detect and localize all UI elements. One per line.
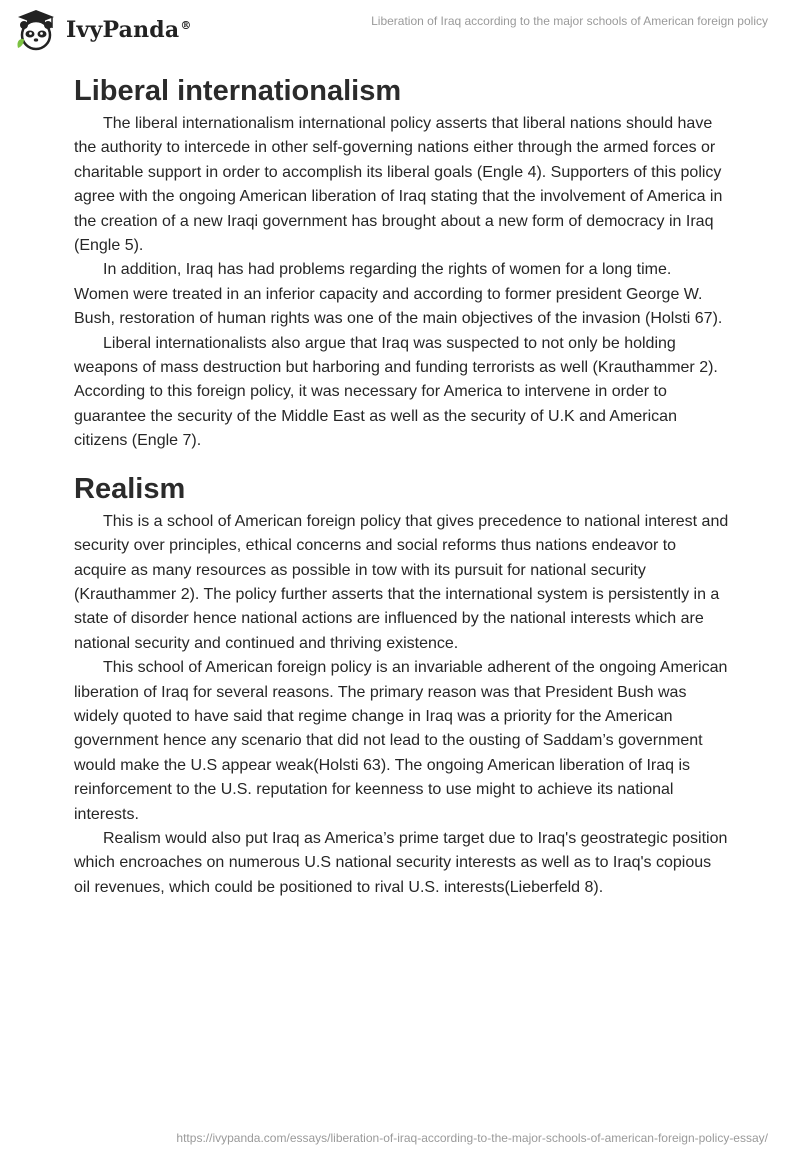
section-heading: Liberal internationalism [74,75,402,107]
document-title: Liberation of Iraq according to the major schools of American foreign policy [371,14,768,28]
page-header [0,0,800,60]
paragraph: Realism would also put Iraq as America’s prime target due to Iraq's geostrategic position which encroaches on numerous U.S national security interests as well as to Iraq's copious oil revenues, which could be positioned to rival U.S. interests(Lieberfeld 8). [74,829,728,896]
paragraph: In addition, Iraq has had problems regarding the rights of women for a long time. Women were treated in an inferior capacity and according to former president George W. Bush, restoration of human rights was one of the main objectives of the invasion (Holsti 67). [74,261,723,328]
paragraph: This is a school of American foreign policy that gives precedence to national interest and security over principles, ethical concerns and social reforms thus nations endeavor to acquire as many resources as possible in tow with its pursuit for national security (Krauthammer 2). The policy further asserts that the international system is persistently in a state of disorder hence national actions are influenced by the national interests which are national security and continued and thriving existence. [74,512,729,652]
panda-graduate-icon [14,8,58,52]
section-heading: Realism [74,472,186,505]
section-realism [74,468,730,901]
source-url: https://ivypanda.com/essays/liberation-of-iraq-according-to-the-major-schools-of-american-foreign-policy-essay/ [176,1131,768,1145]
brand-name: IvyPanda® [66,17,192,43]
paragraph: This school of American foreign policy is an invariable adherent of the ongoing American liberation of Iraq for several reasons. The primary reason was that President Bush was widely quoted to have said that regime change in Iraq was a priority for the American government hence any scenario that did not lead to the ousting of Saddam’s government would make the U.S appear weak(Holsti 63). The ongoing American liberation of Iraq is reinforcement to the U.S. reputation for keenness to use might to achieve its national interests. [74,659,728,823]
paragraph: Liberal internationalists also argue that Iraq was suspected to not only be holding weapons of mass destruction but harboring and funding terrorists as well (Krauthammer 2). According to this foreign policy, it was necessary for America to intervene in order to guarantee the security of the Middle East as well as the security of U.K and American citizens (Engle 7). [74,334,718,450]
essay-content [74,70,730,900]
ivypanda-logo[interactable] [14,8,192,52]
section-liberal-internationalism [74,70,730,454]
paragraph: The liberal internationalism international policy asserts that liberal nations should have the authority to intercede in other self-governing nations either through the armed forces or charitable support in order to accomplish its liberal goals (Engle 4). Supporters of this policy agree with the ongoing American liberation of Iraq stating that the involvement of America in the creation of a new Iraqi government has brought about a new form of democracy in Iraq (Engle 5). [74,115,723,255]
